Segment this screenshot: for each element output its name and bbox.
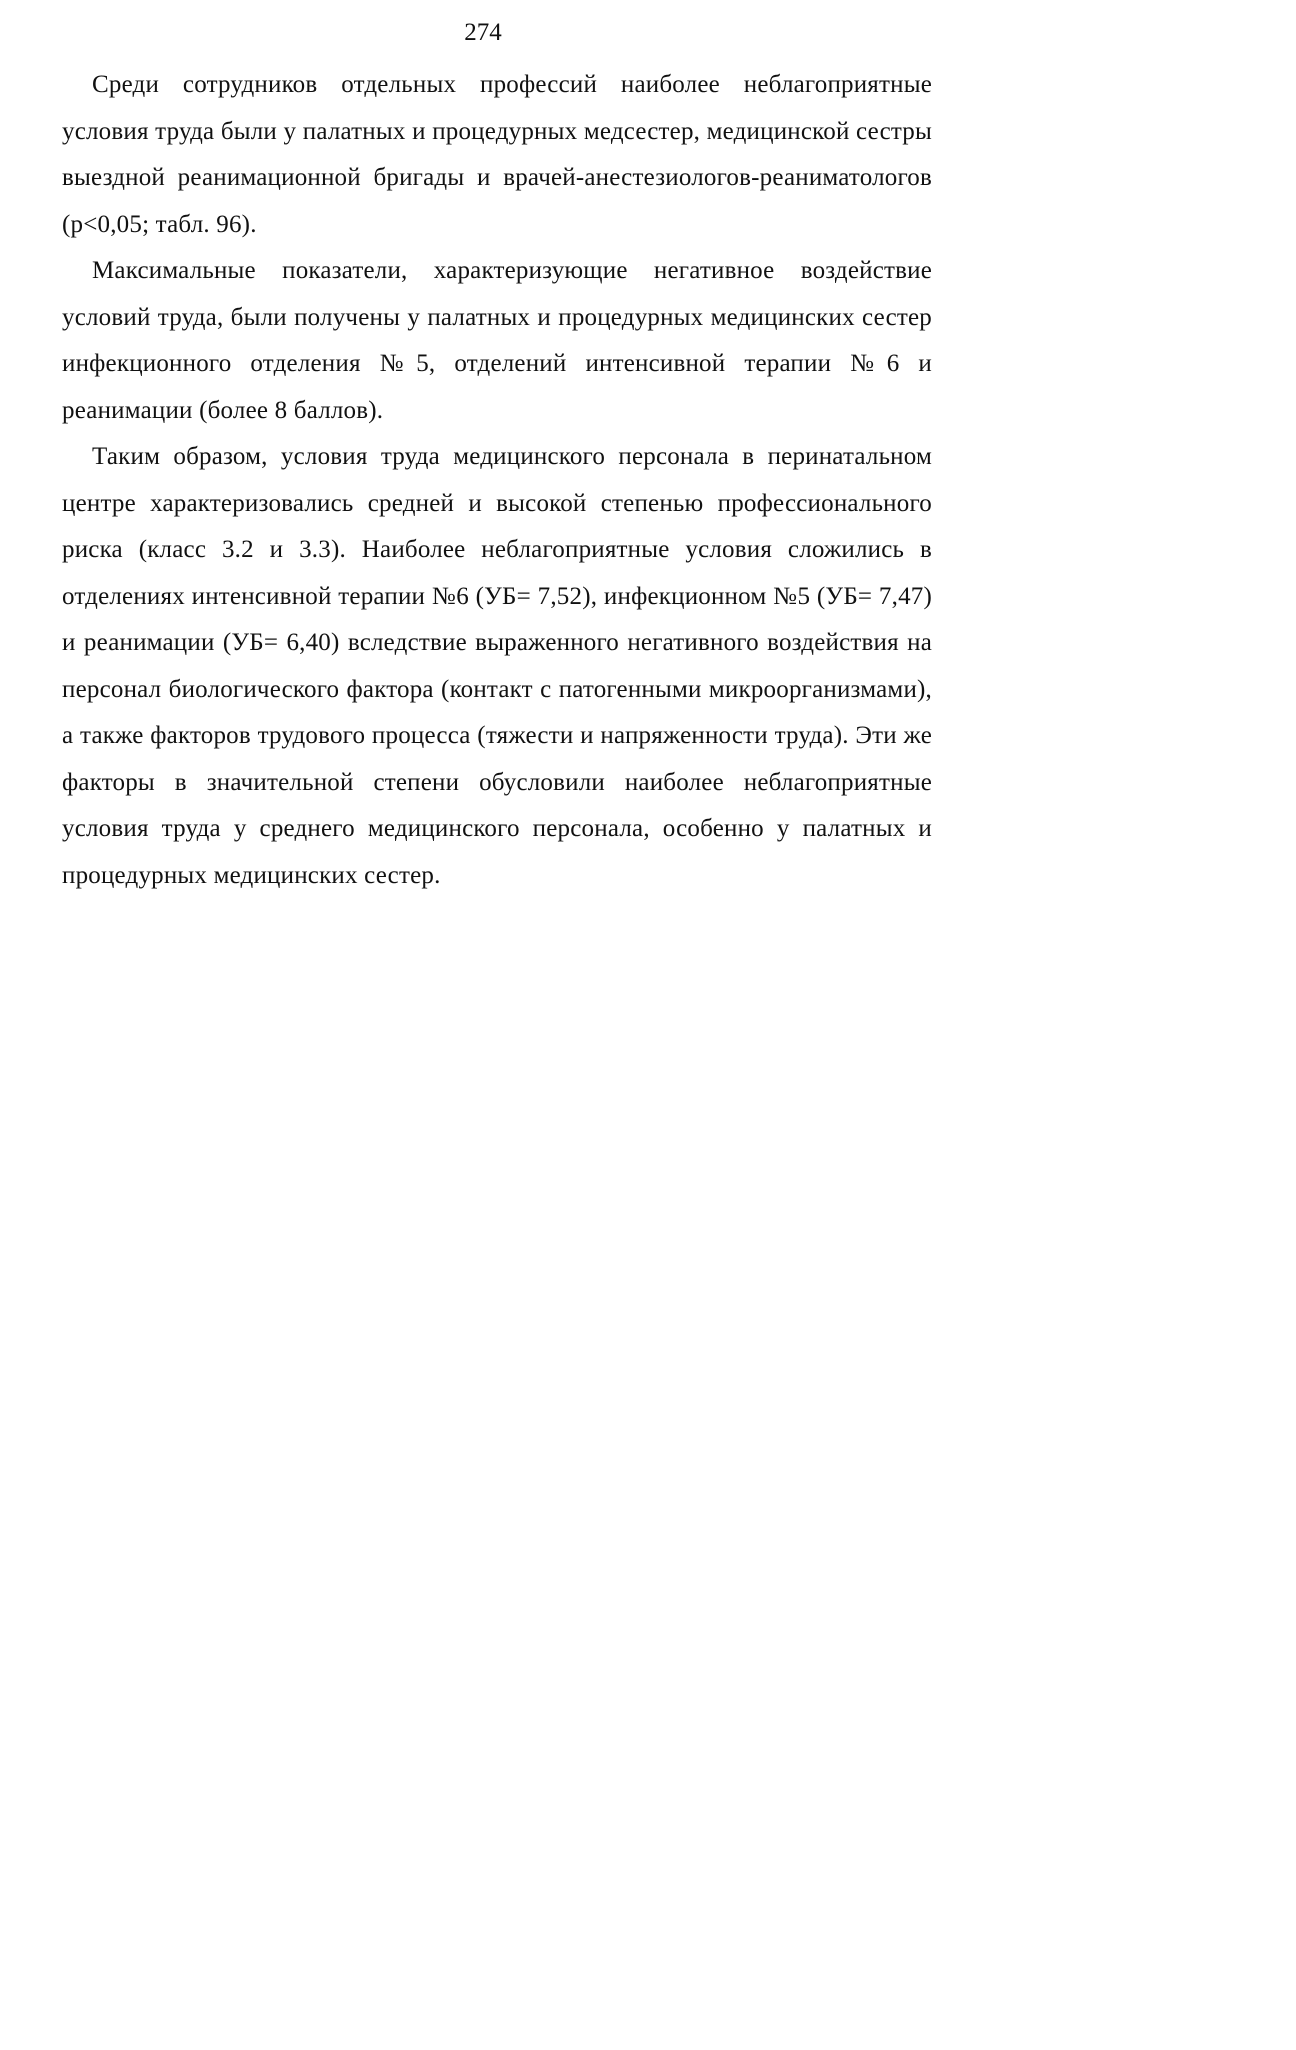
body-text: [62, 62, 932, 899]
paragraph-2: Максимальные показатели, характеризующие негативное воздействие условий труда, были получены у палатных и процедурных медицинских сестер инфекционного отделения №5, отделений интенсивной терапии №6 и реанимации (более 8 баллов).: [62, 257, 932, 424]
page-number: 274: [464, 19, 502, 46]
paragraph-1: Среди сотрудников отдельных профессий наиболее неблагоприятные условия труда были у палатных и процедурных медсестер, медицинской сестры выездной реанимационной бригады и врачей-анестезиологов-реаниматологов (р<0,05; табл. 96).: [62, 71, 932, 238]
paragraph-3: Таким образом, условия труда медицинского персонала в перинатальном центре характеризовались средней и высокой степенью профессионального риска (класс 3.2 и 3.3). Наиболее неблагоприятные условия сложились в отделениях интенсивной терапии №6 (УБ= 7,52), инфекционном №5 (УБ= 7,47) и реанимации (УБ= 6,40) вследствие выраженного негативного воздействия на персонал биологического фактора (контакт с патогенными микроорганизмами), а также факторов трудового процесса (тяжести и напряженности труда). Эти же факторы в значительной степени обусловили наиболее неблагоприятные условия труда у среднего медицинского персонала, особенно у палатных и процедурных медицинских сестер.: [62, 443, 932, 889]
